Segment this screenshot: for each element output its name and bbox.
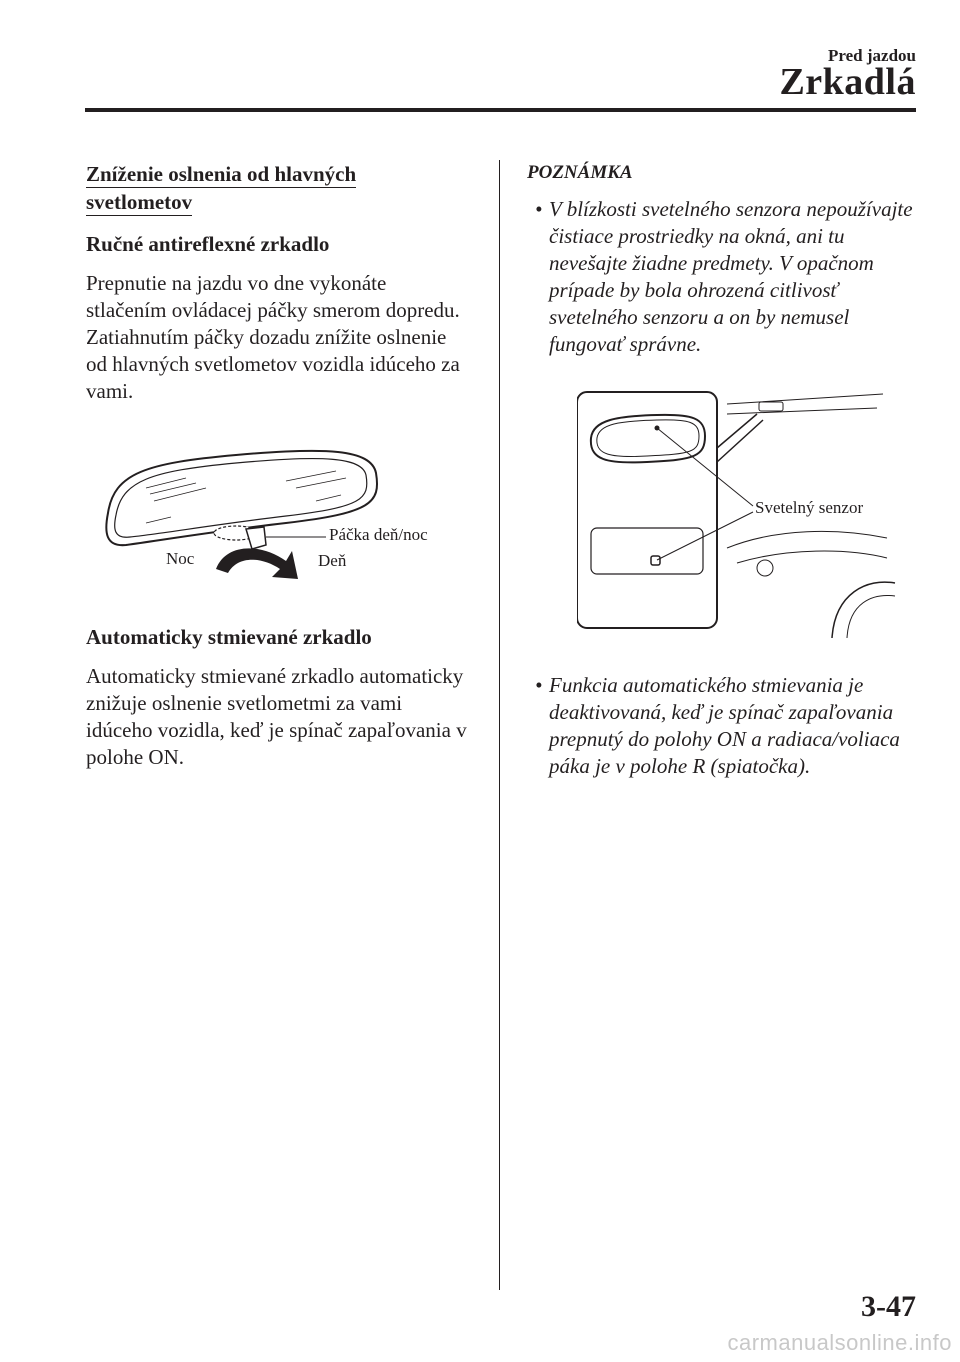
manual-mirror-text: Prepnutie na jazdu vo dne vykonáte stlačením ovládacej páčky smerom dopredu. Zatiahnutím páčky dozadu znížite oslnenie od hlavných svetlometov vozidla idúceho za vami. [86, 271, 460, 403]
section-title: Pred jazdou [828, 46, 916, 65]
day-label: Deň [318, 551, 347, 570]
light-sensor-label: Svetelný senzor [755, 498, 864, 517]
manual-mirror-heading: Ručné antireflexné zrkadlo [86, 232, 330, 256]
left-column [86, 160, 471, 771]
glare-heading-line-1: Zníženie oslnenia od hlavných [86, 162, 357, 186]
light-sensor-illustration [577, 388, 897, 648]
light-sensor-figure [577, 388, 897, 648]
lever-label: Páčka deň/noc [329, 525, 428, 544]
note-item [527, 672, 917, 780]
page-title: Zrkadlá [779, 61, 916, 103]
glare-heading-line-2: svetlometov [86, 190, 193, 214]
note-item [527, 196, 917, 358]
manual-mirror-figure [86, 433, 471, 603]
note-item-text: Funkcia automatického stmievania je deaktivovaná, keď je spínač zapaľovania prepnutý do polohy ON a radiaca/voliaca páka je v polohe R (spiatočka). [549, 673, 900, 778]
auto-dimming-heading: Automaticky stmievané zrkadlo [86, 625, 372, 649]
column-divider [499, 160, 500, 1290]
page-number: 3-47 [861, 1290, 916, 1323]
auto-dimming-text: Automaticky stmievané zrkadlo automaticky znižuje oslnenie svetlometmi za vami idúceho vozidla, keď je spínač zapaľovania v polohe ON. [86, 664, 467, 769]
night-label: Noc [166, 549, 195, 568]
watermark: carmanualsonline.info [727, 1330, 952, 1355]
header-divider [85, 108, 916, 112]
right-column [527, 160, 917, 780]
bullet: • [535, 673, 543, 697]
note-title: POZNÁMKA [527, 162, 633, 183]
rearview-mirror-illustration [86, 433, 471, 603]
note-item-text: V blízkosti svetelného senzora nepoužívajte čistiace prostriedky na okná, ani tu nevešajte žiadne predmety. V opačnom prípade by bola ohrozená citlivosť svetelného senzoru a on by nemusel fungovať správne. [549, 197, 913, 356]
bullet: • [535, 197, 543, 221]
glare-heading [86, 160, 471, 216]
